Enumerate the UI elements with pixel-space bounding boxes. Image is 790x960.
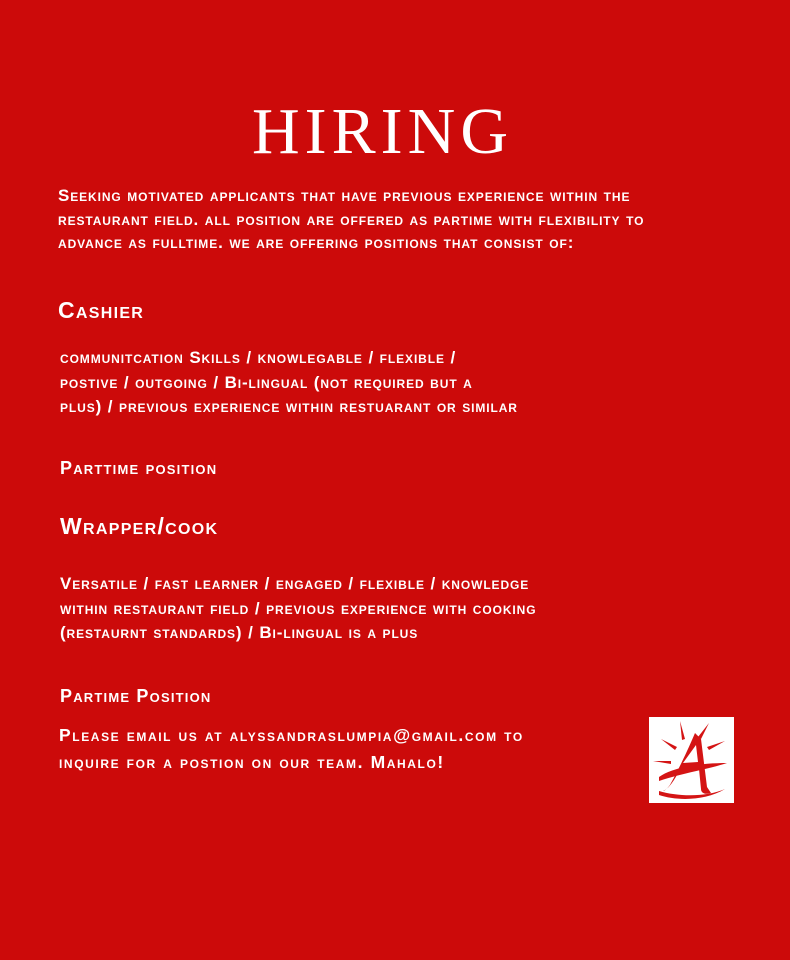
contact-line-1: Please email us at <box>59 725 224 745</box>
contact-email: alyssandraslumpia@gmail.com <box>229 725 498 745</box>
wrapper-cook-position-type: Partime Position <box>60 686 212 706</box>
letter-a-sun-logo-icon <box>649 717 734 803</box>
wrapper-cook-description: Versatile / fast learner / engaged / flexible / knowledge within restaurant field / previous experience with cooking (restaurnt standards) / Bi-lingual is a plus <box>60 574 537 642</box>
cashier-position-type: Parttime position <box>60 458 218 478</box>
poster-title: HIRING <box>252 95 513 168</box>
wrapper-cook-heading: Wrapper/cook <box>60 513 219 539</box>
cashier-heading: Cashier <box>58 297 145 323</box>
contact-block <box>59 722 579 776</box>
cashier-description: communitcation Skills / knowlegable / flexible / postive / outgoing / Bi-lingual (not required but a plus) / previous experience within restuarant or similar <box>60 348 518 416</box>
intro-paragraph: Seeking motivated applicants that have previous experience within the restaurant field. all position are offered as partime with flexibility to advance as fulltime. we are offering positions that consist of: <box>58 186 645 252</box>
logo-graphic <box>649 717 734 803</box>
contact-line-2: to inquire for a postion on our team. Mahalo! <box>59 725 524 772</box>
